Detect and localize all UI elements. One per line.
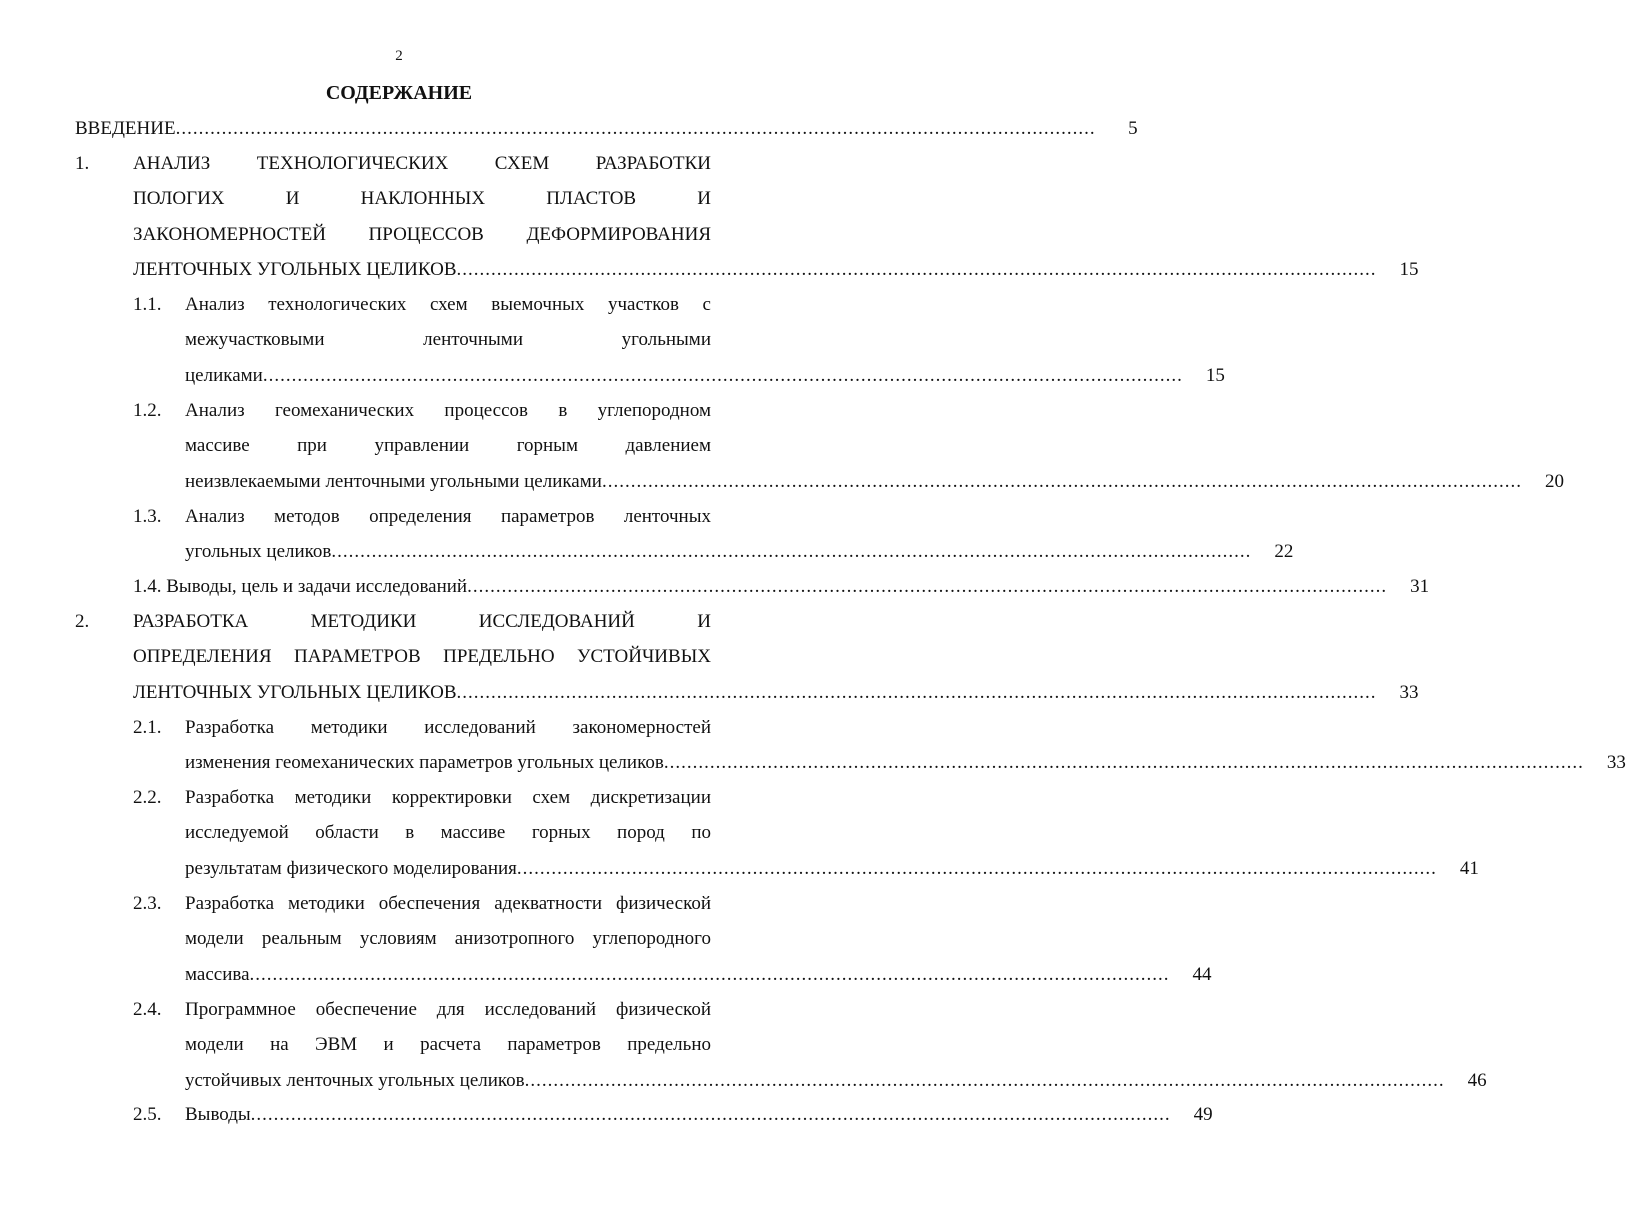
toc-page-number: 41: [1459, 857, 1479, 879]
dot-leader: ................................................................................................................................................................: [249, 963, 1170, 985]
toc-entry-line: Анализ технологических схем выемочных участков с: [185, 294, 711, 315]
dot-leader: ................................................................................................................................................................: [663, 752, 1584, 774]
section-number: 1.3.: [133, 506, 162, 527]
toc-page-number: 33: [1606, 752, 1626, 774]
dot-leader: ................................................................................................................................................................: [524, 1069, 1445, 1091]
toc-entry-line: модели на ЭВМ и расчета параметров предельно: [185, 1034, 711, 1056]
toc-entry-intro: [75, 111, 1138, 146]
toc-entry-chapter-1: [133, 146, 1419, 287]
toc-entry-line: ЗАКОНОМЕРНОСТЕЙ ПРОЦЕССОВ ДЕФОРМИРОВАНИЯ: [133, 223, 711, 245]
section-number: 1.2.: [133, 400, 162, 421]
section-number: 2.2.: [133, 787, 162, 808]
dot-leader: ................................................................................................................................................................: [601, 470, 1522, 492]
toc-entry-1-4: [133, 569, 1430, 604]
toc-entry-1-2: [185, 393, 1564, 499]
toc-entry-text: 1.4. Выводы, цель и задачи исследований: [133, 576, 468, 597]
toc-entry-2-1: [185, 710, 1626, 781]
toc-entry-text: устойчивых ленточных угольных целиков: [185, 1069, 525, 1091]
dot-leader: ................................................................................................................................................................: [516, 857, 1437, 879]
toc-entry-line: модели реальным условиям анизотропного углепородного: [185, 928, 711, 950]
toc-entry-text: массива: [185, 963, 250, 985]
toc-entry-1-1: [185, 287, 1225, 393]
toc-entry-line: Анализ методов определения параметров ленточных: [185, 506, 711, 527]
toc-entry-text: ЛЕНТОЧНЫХ УГОЛЬНЫХ ЦЕЛИКОВ: [133, 681, 457, 703]
toc-entry-1-3: [185, 499, 1294, 570]
section-number: 2.1.: [133, 717, 162, 738]
toc-entry-line: межучастковыми ленточными угольными: [185, 329, 711, 351]
toc-entry-line: Разработка методики корректировки схем дискретизации: [185, 787, 711, 808]
toc-page-number: 15: [1399, 258, 1419, 280]
toc-entry-2-5: [185, 1097, 1213, 1132]
page-number: 2: [395, 48, 403, 64]
toc-page-number: 31: [1410, 576, 1430, 597]
toc-entry-line: исследуемой области в массиве горных пород по: [185, 822, 711, 844]
toc-entry-2-2: [185, 780, 1479, 886]
toc-entry-line: ПОЛОГИХ И НАКЛОННЫХ ПЛАСТОВ И: [133, 188, 711, 210]
section-number: 2.3.: [133, 893, 162, 914]
page-title: СОДЕРЖАНИЕ: [325, 82, 473, 104]
toc-entry-line: РАЗРАБОТКА МЕТОДИКИ ИССЛЕДОВАНИЙ И: [133, 611, 711, 632]
toc-entry-line: Разработка методики обеспечения адекватности физической: [185, 893, 711, 914]
toc-entry-2-4: [185, 992, 1487, 1098]
chapter-number: 1.: [75, 153, 90, 174]
toc-page-number: 20: [1544, 470, 1564, 492]
dot-leader: ................................................................................................................................................................: [175, 118, 1096, 139]
toc-entry-text: изменения геомеханических параметров угольных целиков: [185, 752, 664, 774]
toc-page-number: 44: [1192, 963, 1212, 985]
dot-leader: ................................................................................................................................................................: [331, 541, 1252, 563]
dot-leader: ................................................................................................................................................................: [467, 576, 1388, 597]
toc-entry-line: ОПРЕДЕЛЕНИЯ ПАРАМЕТРОВ ПРЕДЕЛЬНО УСТОЙЧИВЫХ: [133, 646, 711, 668]
toc-entry-text: угольных целиков: [185, 541, 332, 563]
toc-page-number: 46: [1467, 1069, 1487, 1091]
toc-page-number: 5: [1128, 118, 1138, 139]
toc-entry-line: Анализ геомеханических процессов в углепородном: [185, 400, 711, 421]
section-number: 1.1.: [133, 294, 162, 315]
toc-entry-line: Программное обеспечение для исследований физической: [185, 999, 711, 1020]
section-number: 2.5.: [133, 1104, 162, 1125]
toc-entry-line: АНАЛИЗ ТЕХНОЛОГИЧЕСКИХ СХЕМ РАЗРАБОТКИ: [133, 153, 711, 174]
dot-leader: ................................................................................................................................................................: [456, 681, 1377, 703]
toc-entry-text: ВВЕДЕНИЕ: [75, 118, 176, 139]
toc-entry-line: Разработка методики исследований закономерностей: [185, 717, 711, 738]
toc-entry-2-3: [185, 886, 1212, 992]
toc-entry-text: Выводы: [185, 1104, 251, 1125]
toc-page-number: 49: [1193, 1104, 1213, 1125]
dot-leader: ................................................................................................................................................................: [250, 1104, 1171, 1125]
toc-page-number: 15: [1205, 364, 1225, 386]
toc-entry-text: результатам физического моделирования: [185, 857, 517, 879]
toc-page-number: 22: [1274, 541, 1294, 563]
toc-entry-chapter-2: [133, 604, 1419, 710]
toc-entry-text: неизвлекаемыми ленточными угольными целиками: [185, 470, 602, 492]
chapter-number: 2.: [75, 611, 90, 632]
section-number: 2.4.: [133, 999, 162, 1020]
toc-entry-text: целиками: [185, 364, 263, 386]
toc-entry-line: массиве при управлении горным давлением: [185, 435, 711, 457]
toc-page-number: 33: [1399, 681, 1419, 703]
dot-leader: ................................................................................................................................................................: [262, 364, 1183, 386]
dot-leader: ................................................................................................................................................................: [456, 258, 1377, 280]
toc-entry-text: ЛЕНТОЧНЫХ УГОЛЬНЫХ ЦЕЛИКОВ: [133, 258, 457, 280]
